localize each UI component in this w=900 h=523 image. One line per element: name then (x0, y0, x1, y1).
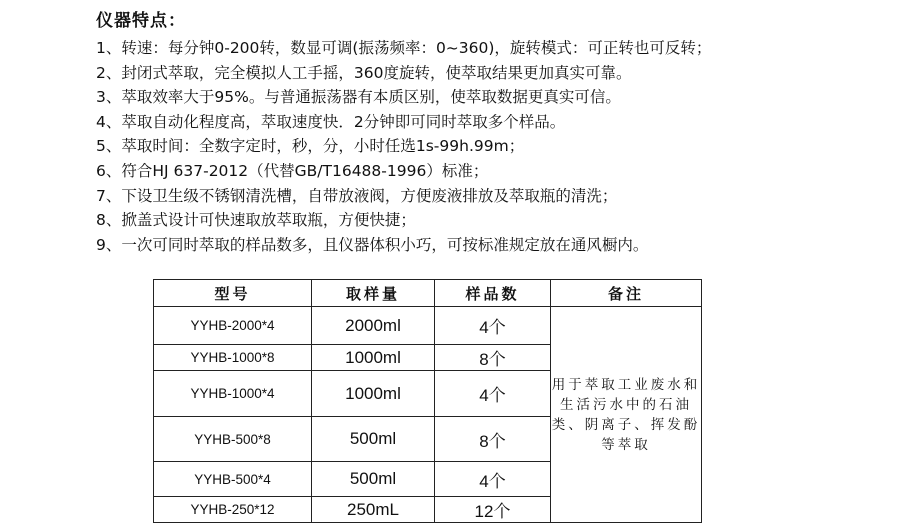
volume-cell: 250mL (312, 497, 435, 523)
model-cell: YYHB-250*12 (154, 497, 312, 523)
feature-item: 7、下设卫生级不锈钢清洗槽，自带放液阀，方便废液排放及萃取瓶的清洗； (96, 186, 618, 205)
feature-item: 3、萃取效率大于95%。与普通振荡器有本质区别，使萃取数据更真实可信。 (96, 88, 621, 107)
count-cell: 8个 (435, 417, 551, 462)
feature-item: 9、一次可同时萃取的样品数多，且仪器体积小巧，可按标准规定放在通风橱内。 (96, 235, 649, 254)
feature-item: 2、封闭式萃取，完全模拟人工手摇，360度旋转，使萃取结果更加真实可靠。 (96, 63, 632, 82)
count-cell: 12个 (435, 497, 551, 523)
feature-item: 4、萃取自动化程度高，萃取速度快．2分钟即可同时萃取多个样品。 (96, 112, 566, 131)
count-cell: 4个 (435, 371, 551, 417)
feature-item: 1、转速：每分钟0-200转，数显可调(振荡频率：0~360)，旋转模式：可正转也可反转； (96, 39, 712, 57)
page-heading: 仪器特点： (96, 11, 186, 31)
feature-item: 5、萃取时间：全数字定时，秒，分，小时任选1s-99h.99m； (96, 137, 525, 156)
volume-cell: 1000ml (312, 371, 435, 417)
feature-list (96, 36, 896, 257)
feature-item: 6、符合HJ 637-2012（代替GB/T16488-1996）标准； (96, 161, 489, 180)
model-cell: YYHB-1000*8 (154, 345, 312, 371)
volume-cell: 500ml (312, 462, 435, 497)
spec-table (153, 279, 702, 523)
note-cell: 用于萃取工业废水和生活污水中的石油类、阴离子、挥发酚等萃取 (551, 307, 702, 523)
header-note: 备注 (551, 280, 702, 307)
model-cell: YYHB-2000*4 (154, 307, 312, 345)
volume-cell: 1000ml (312, 345, 435, 371)
volume-cell: 2000ml (312, 307, 435, 345)
feature-item: 8、掀盖式设计可快速取放萃取瓶，方便快捷； (96, 211, 416, 230)
table-row (154, 307, 702, 345)
model-cell: YYHB-1000*4 (154, 371, 312, 417)
table-header-row (154, 280, 702, 307)
model-cell: YYHB-500*4 (154, 462, 312, 497)
header-count: 样品数 (435, 280, 551, 307)
count-cell: 4个 (435, 462, 551, 497)
count-cell: 4个 (435, 307, 551, 345)
count-cell: 8个 (435, 345, 551, 371)
model-cell: YYHB-500*8 (154, 417, 312, 462)
header-model: 型号 (154, 280, 312, 307)
header-volume: 取样量 (312, 280, 435, 307)
volume-cell: 500ml (312, 417, 435, 462)
